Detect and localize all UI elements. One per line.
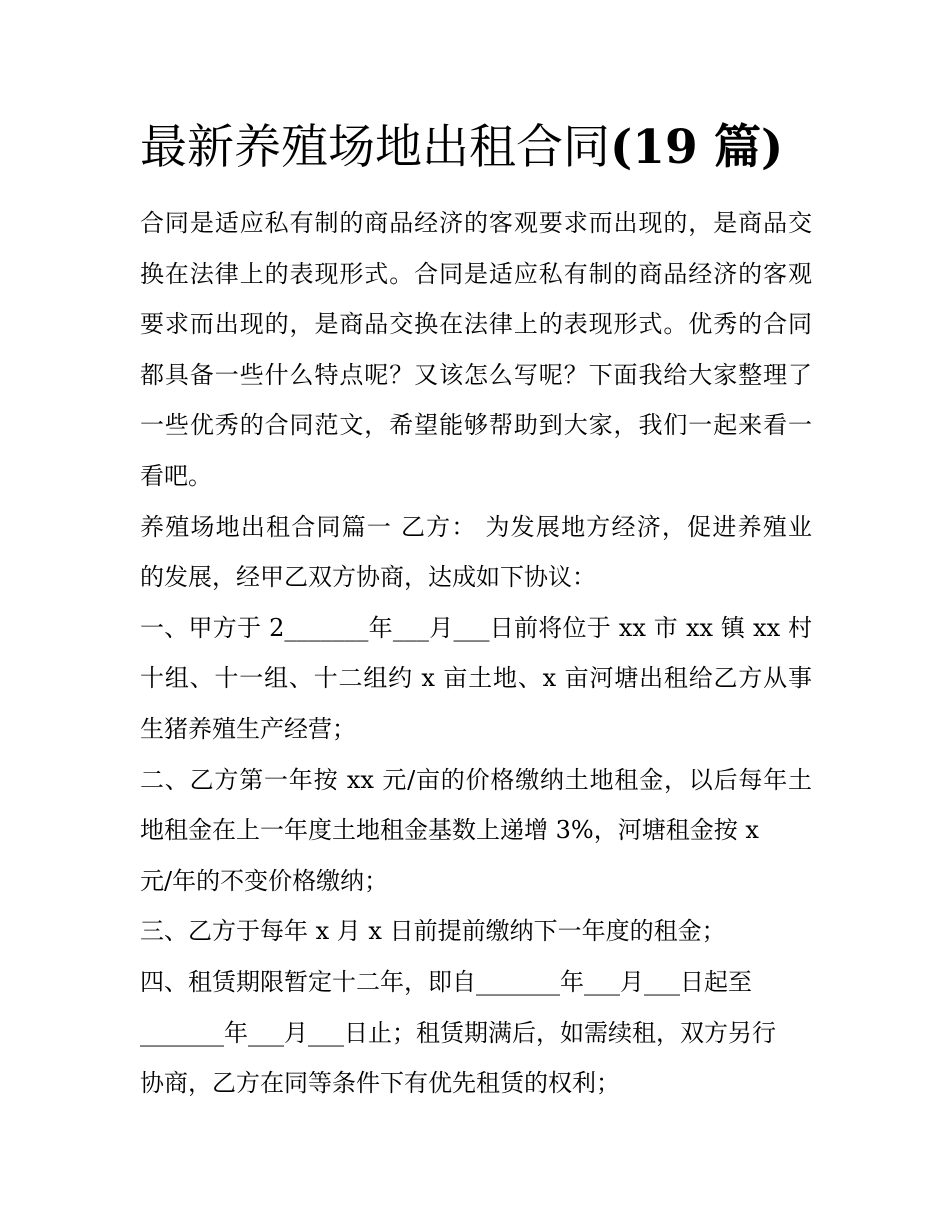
text-line: 的发展，经甲乙双方协商，达成如下协议：: [140, 563, 596, 592]
title-text: 最新养殖场地出租合同: [140, 120, 610, 175]
text-line: 养殖场地出租合同篇一 乙方： 为发展地方经济，促进养殖业: [140, 512, 812, 541]
title-count: (19 篇): [610, 120, 784, 175]
text-line: 都具备一些什么特点呢？又该怎么写呢？下面我给大家整理了: [140, 360, 812, 389]
text-line: 四、租赁期限暂定十二年，即自_______年___月___日起至: [140, 967, 752, 996]
document-body: [140, 198, 812, 1109]
text-line: 要求而出现的，是商品交换在法律上的表现形式。优秀的合同: [140, 310, 812, 339]
page-title: [140, 118, 840, 178]
text-line: 换在法律上的表现形式。合同是适应私有制的商品经济的客观: [140, 259, 812, 288]
text-line: 二、乙方第一年按 xx 元/亩的价格缴纳土地租金，以后每年土: [140, 765, 812, 794]
text-line: 地租金在上一年度土地租金基数上递增 3%，河塘租金按 x: [140, 816, 759, 845]
text-line: 协商，乙方在同等条件下有优先租赁的权利；: [140, 1069, 620, 1098]
text-line: _______年___月___日止；租赁期满后，如需续租，双方另行: [140, 1018, 776, 1047]
text-line: 合同是适应私有制的商品经济的客观要求而出现的，是商品交: [140, 209, 812, 237]
text-line: 元/年的不变价格缴纳；: [140, 866, 389, 895]
text-line: 十组、十一组、十二组约 x 亩土地、x 亩河塘出租给乙方从事: [140, 664, 812, 693]
text-line: 一、甲方于 2_______年___月___日前将位于 xx 市 xx 镇 xx 村: [140, 613, 812, 642]
text-line: 三、乙方于每年 x 月 x 日前提前缴纳下一年度的租金；: [140, 917, 726, 946]
text-line: 生猪养殖生产经营；: [140, 714, 356, 743]
text-line: 看吧。: [140, 461, 212, 490]
text-line: 一些优秀的合同范文，希望能够帮助到大家，我们一起来看一: [140, 411, 812, 440]
